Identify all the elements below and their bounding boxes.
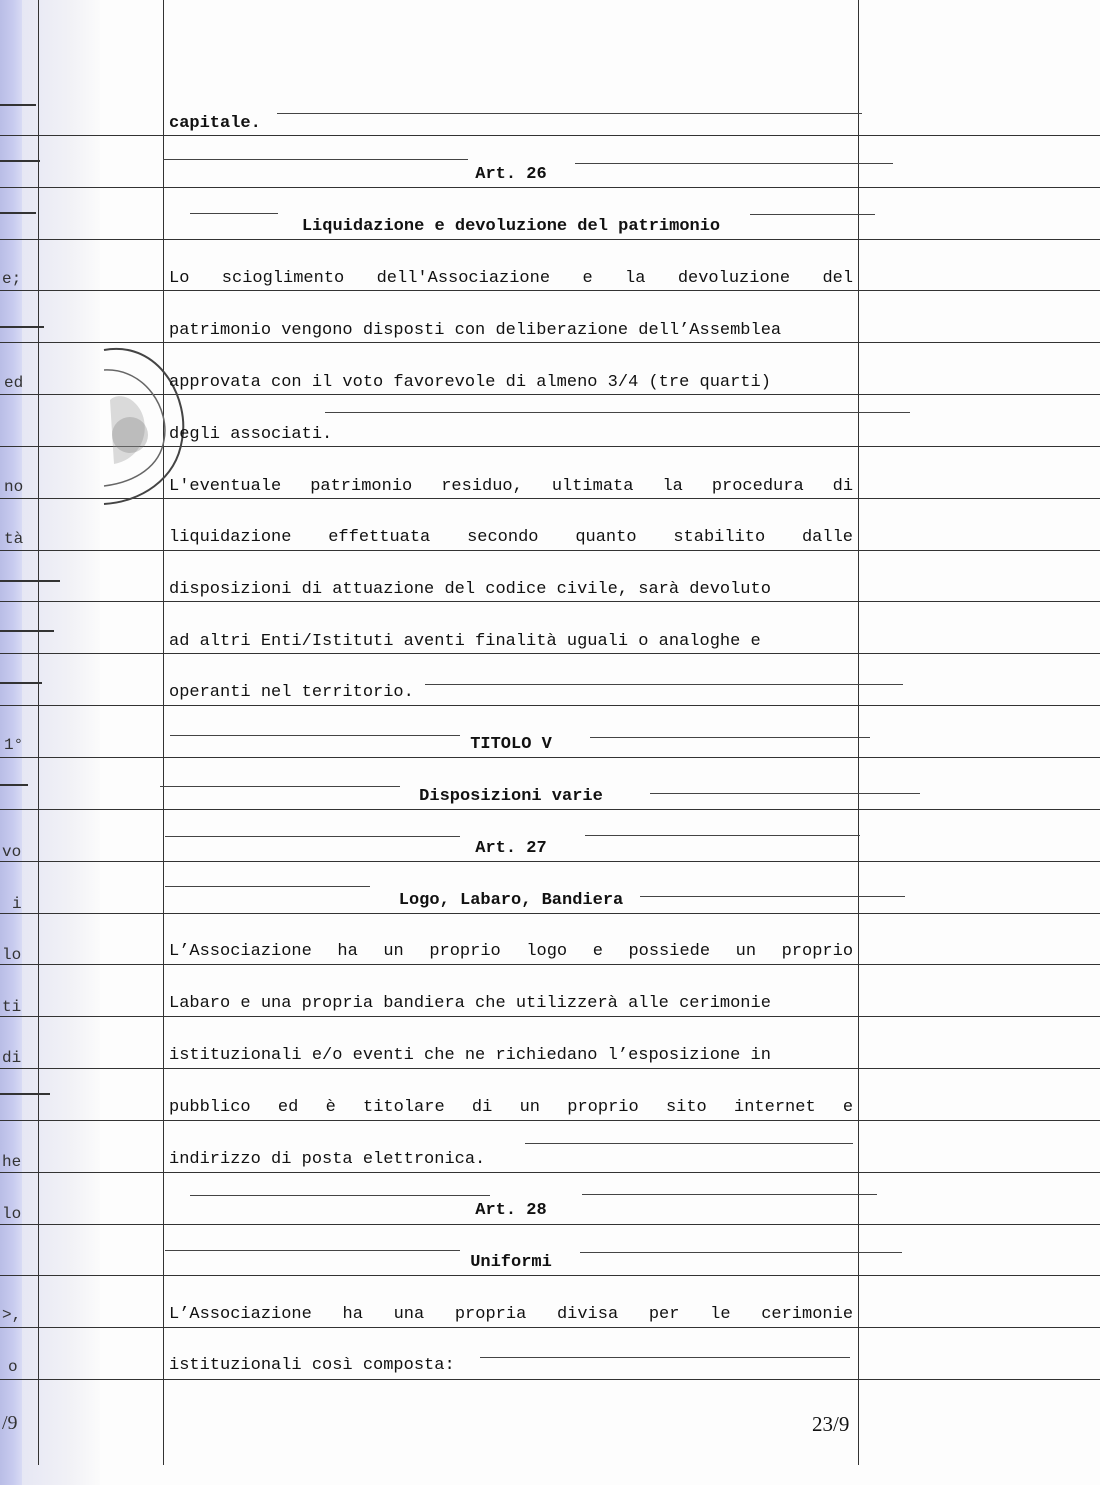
filler-line [190,1195,490,1196]
filler-line [277,113,862,114]
text-line: istituzionali così composta: [169,1356,455,1375]
margin-fragment: >, [2,1306,22,1324]
text-line: patrimonio vengono disposti con deliberazione dell’Assemblea [169,321,782,340]
ruled-line [0,705,1100,706]
margin-fragment: ti [2,998,22,1016]
text-line: degli associati. [169,425,333,444]
binding-shadow [22,0,100,1485]
margin-fragment: vo [2,843,22,861]
ruled-line [0,653,1100,654]
ruled-line [0,861,1100,862]
margin-tick [0,580,60,582]
text-line: istituzionali e/o eventi che ne richiedano l’esposizione in [169,1046,771,1065]
margin-tick [0,1093,50,1095]
margin-rule [38,0,39,1465]
ruled-line [0,1224,1100,1225]
text-line: pubblico ed è titolare di un proprio sito internet e [169,1098,854,1117]
text-line: L'eventuale patrimonio residuo, ultimata la procedura di [169,477,854,496]
filler-line [163,159,468,160]
filler-line [425,684,903,685]
article-heading: Art. 26 [475,165,547,184]
margin-fragment: lo [2,946,22,964]
ruled-line [0,913,1100,914]
text-line: indirizzo di posta elettronica. [169,1150,486,1169]
filler-line [190,213,278,214]
filler-line [750,214,875,215]
margin-fragment: e; [2,270,22,288]
margin-fragment: /9 [2,1412,18,1434]
margin-fragment: he [2,1153,22,1171]
margin-tick [0,160,40,162]
article-title: Logo, Labaro, Bandiera [398,891,624,910]
margin-fragment: lo [2,1205,22,1223]
filler-line [165,1250,460,1251]
margin-fragment: di [2,1049,22,1067]
margin-fragment: no [4,478,24,496]
ruled-line [0,1120,1100,1121]
text-line: approvata con il voto favorevole di almeno 3/4 (tre quarti) [169,373,771,392]
ruled-line [0,187,1100,188]
ruled-line [0,964,1100,965]
article-heading: Art. 28 [475,1201,547,1220]
margin-tick [0,784,28,786]
ruled-line [0,601,1100,602]
filler-line [325,412,910,413]
filler-line [480,1357,850,1358]
filler-line [165,836,460,837]
margin-fragment: i [12,895,22,913]
article-title: Uniformi [470,1253,552,1272]
ruled-line [0,757,1100,758]
article-title: Liquidazione e devoluzione del patrimonio [301,217,721,236]
text-line: L’Associazione ha una propria divisa per le cerimonie [169,1305,854,1324]
text-line: L’Associazione ha un proprio logo e possiede un proprio [169,942,854,961]
margin-fragment: 1° [4,736,24,754]
text-line: liquidazione effettuata secondo quanto stabilito dalle [169,528,853,547]
section-subtitle: Disposizioni varie [419,787,603,806]
margin-fragment: ed [4,374,24,392]
ruled-line [0,1275,1100,1276]
text-line: Lo scioglimento dell'Associazione e la devoluzione del [169,269,854,288]
margin-tick [0,212,36,214]
ruled-line [0,1068,1100,1069]
ruled-line [0,550,1100,551]
section-heading: TITOLO V [470,735,552,754]
page-number: 23/9 [812,1412,850,1436]
text-line: Labaro e una propria bandiera che utilizzerà alle cerimonie [169,994,771,1013]
margin-fragment: o [8,1358,18,1376]
margin-tick [0,682,42,684]
ruled-line [0,1379,1100,1380]
ruled-line [0,290,1100,291]
filler-line [525,1143,853,1144]
ruled-line [0,239,1100,240]
ruled-line [0,1016,1100,1017]
text-line: disposizioni di attuazione del codice civile, sarà devoluto [169,580,771,599]
filler-line [585,835,860,836]
ruled-line [0,135,1100,136]
margin-fragment: tà [4,530,24,548]
margin-tick [0,104,36,106]
text-line: ad altri Enti/Istituti aventi finalità uguali o analoghe e [169,632,761,651]
filler-line [575,163,893,164]
filler-line [165,886,370,887]
text-line: capitale. [169,114,261,133]
margin-tick [0,630,54,632]
filler-line [582,1194,877,1195]
ruled-line [0,1327,1100,1328]
article-heading: Art. 27 [475,839,547,858]
ruled-line [0,809,1100,810]
ruled-line [0,1172,1100,1173]
text-line: operanti nel territorio. [169,683,414,702]
